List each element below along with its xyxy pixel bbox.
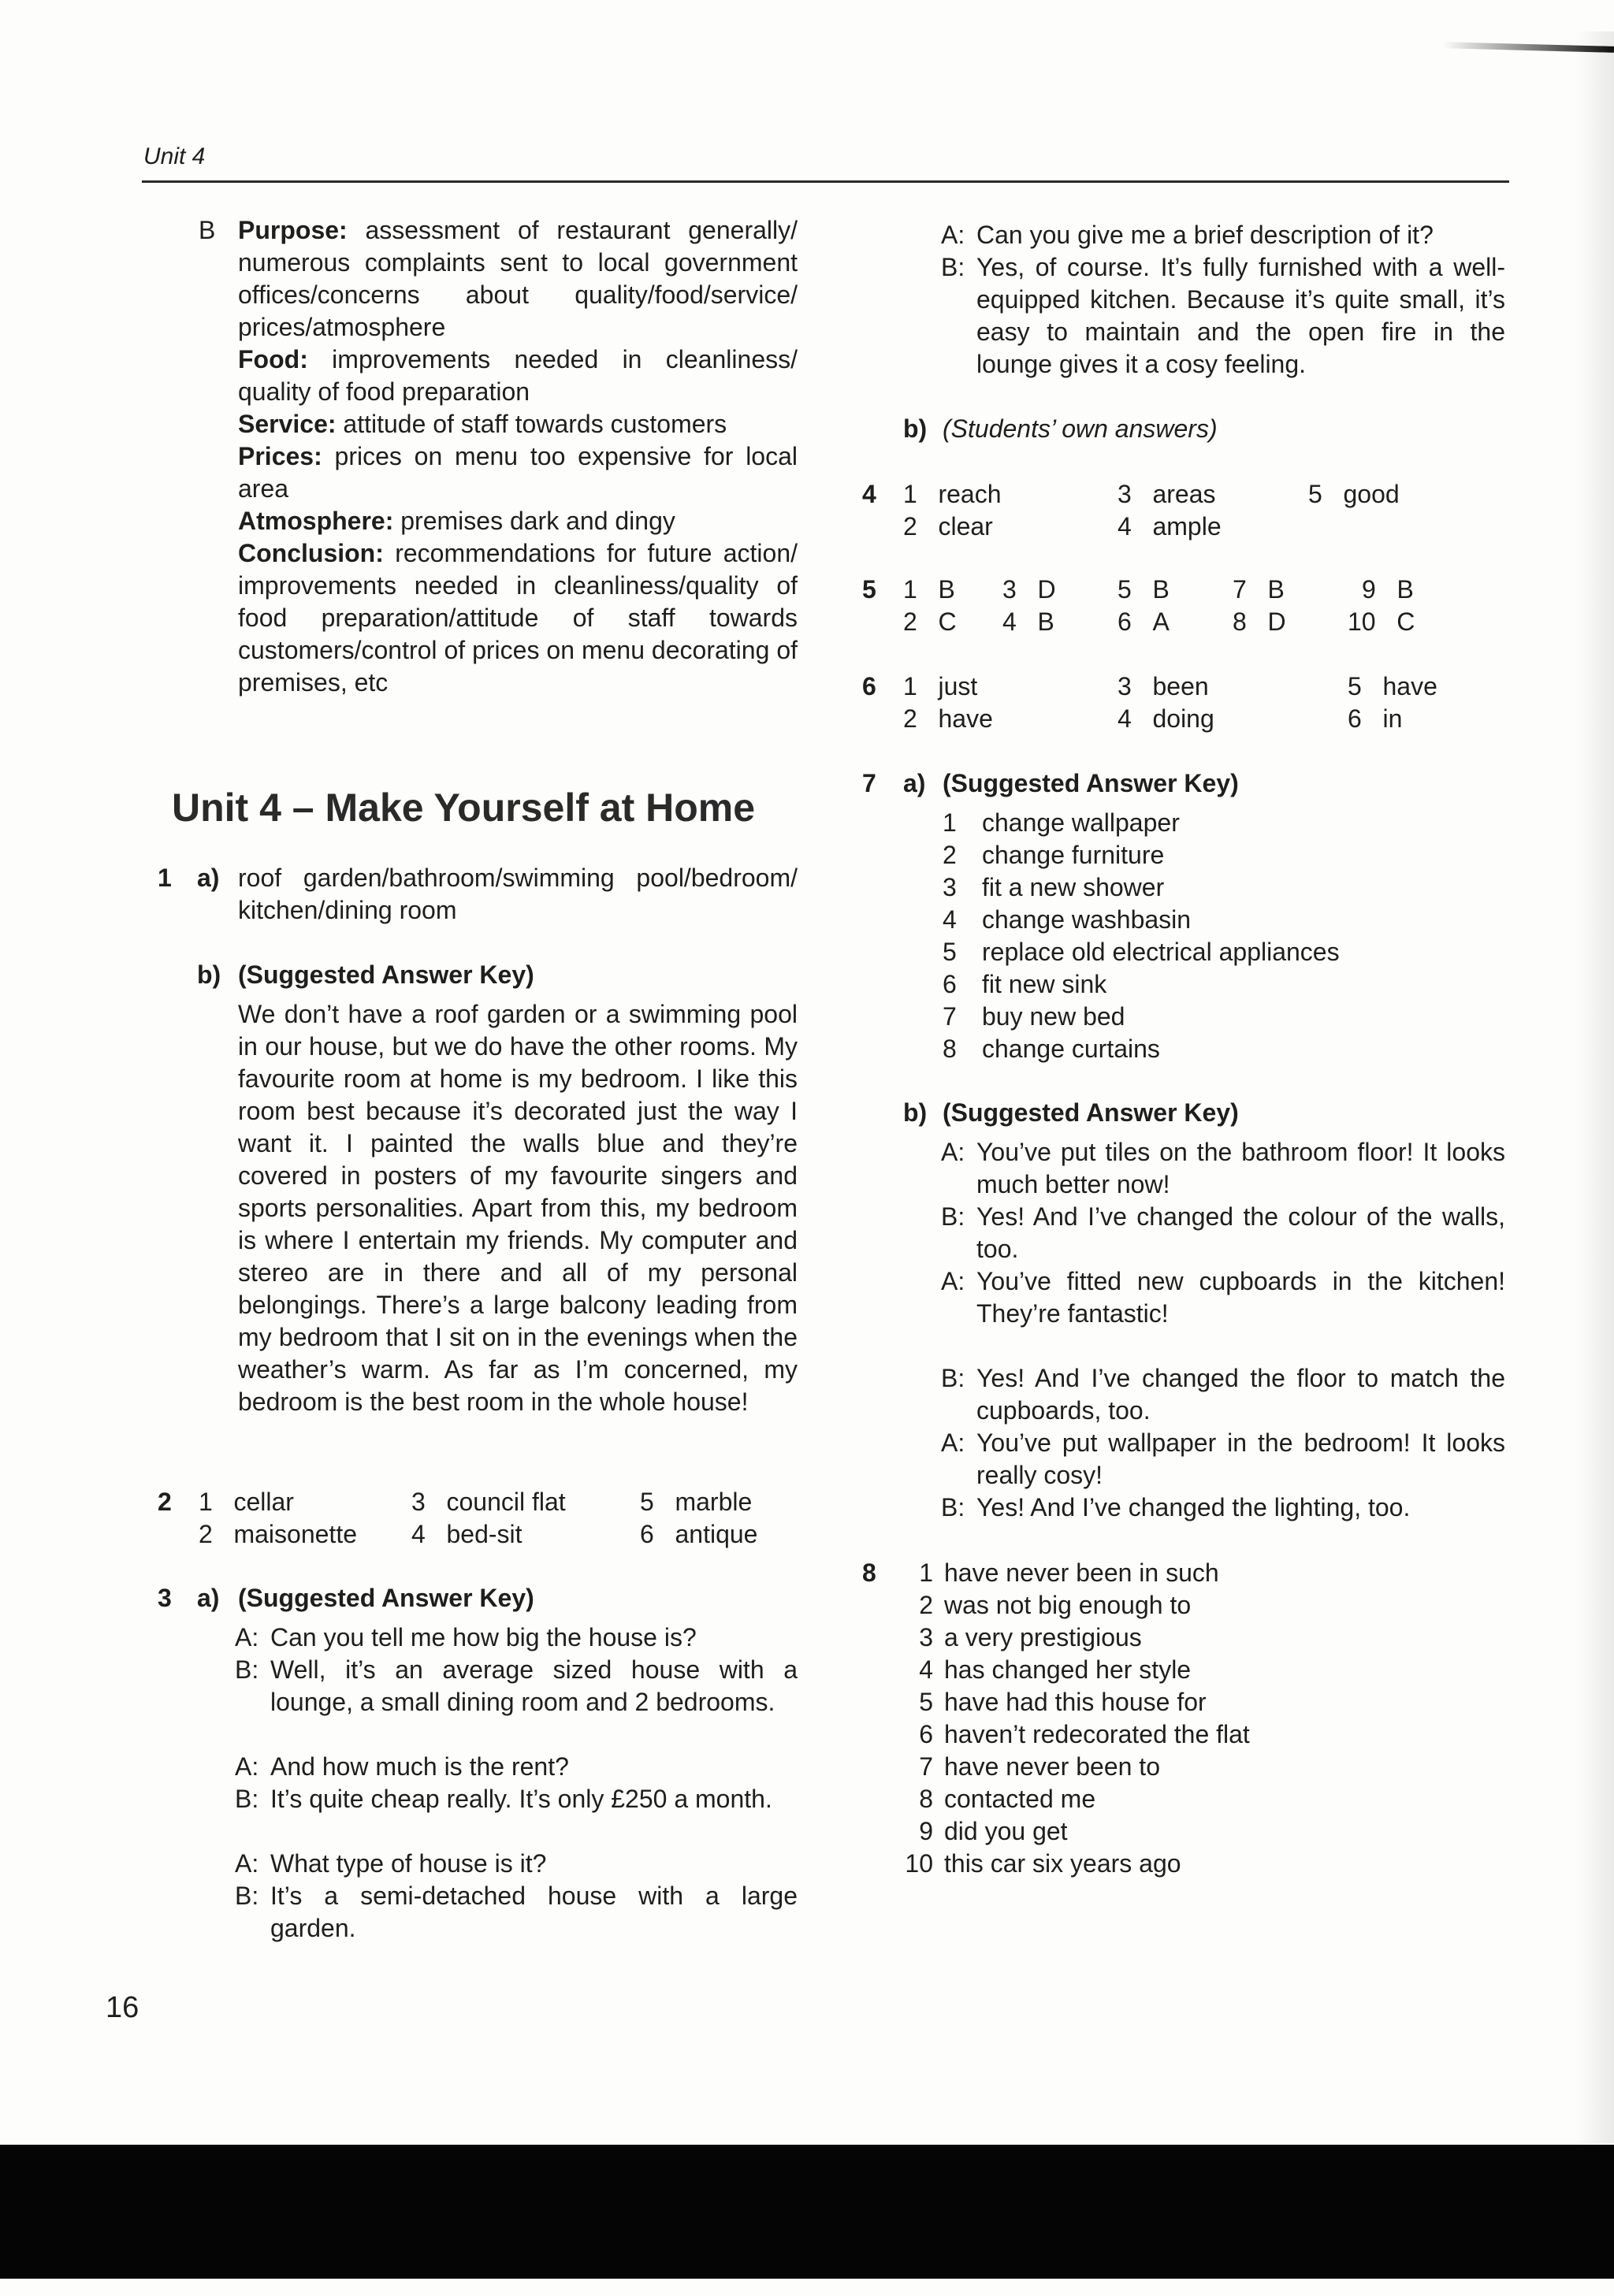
exercise-1b-heading: (Suggested Answer Key) [238, 960, 534, 989]
unit-title: Unit 4 – Make Yourself at Home [172, 786, 756, 830]
summary-atmosphere: Atmosphere: premises dark and dingy [238, 507, 675, 535]
exercise-1b-paragraph: We don’t have a roof garden or a swimming pool in our house, but we do have the other rooms. My favourite room at home is my bedroom. I like this room best because it’s decorated just the way I want it. I painted the walls blue and they’re covered in posters of my favourite singers and sports personalities. Apart from this, my bedroom is where I entertain my friends. My computer and stereo are in there and all of my personal belongings. There’s a large balcony leading from my bedroom that I sit on in the evenings when the weather’s warm. As far as I’m concerned, my bedroom is the best room in the whole house! [238, 1000, 798, 1416]
list-item: 6 fit new sink [943, 970, 1107, 998]
answer-item: 3 areas [1118, 480, 1216, 508]
summary-service: Service: attitude of staff towards customers [238, 410, 727, 438]
dialogue-line: A: What type of house is it? [235, 1849, 547, 1878]
answer-item: 3 council flat [411, 1488, 566, 1516]
answer-item: 5 B [1118, 575, 1170, 604]
list-item: 3 fit a new shower [943, 873, 1165, 901]
list-item: 5 replace old electrical appliances [943, 938, 1340, 966]
list-item: 9 did you get [919, 1817, 1068, 1845]
exercise-3b-label: b) [903, 414, 928, 443]
exercise-1a-text: roof garden/bathroom/swimming pool/bedroom/ kitchen/dining room [238, 864, 798, 924]
scan-edge-shadow [1576, 32, 1614, 2143]
summary-conclusion: Conclusion: recommendations for future action/ improvements needed in cleanliness/quality of food preparation/attitude of staff towards customers/control of prices on menu decorating of premises, etc [238, 539, 798, 697]
exercise-7b-heading: (Suggested Answer Key) [943, 1098, 1239, 1127]
answer-item: 6 in [1348, 704, 1403, 733]
answer-item: 4 ample [1118, 512, 1222, 541]
list-item: 2 change furniture [943, 841, 1165, 869]
dialogue-line: B: Yes, of course. It’s fully furnished with a well-equipped kitchen. Because it’s quite small, it’s easy to maintain and the open fire in the lounge gives it a cosy feeling. [941, 253, 1505, 378]
exercise-7a-list [943, 807, 1507, 1065]
answer-item: 1 B [903, 575, 955, 604]
dialogue-line: B: Yes! And I’ve changed the floor to match the cupboards, too. [941, 1364, 1505, 1425]
list-item: 5 have had this house for [919, 1688, 1207, 1716]
answer-item: 1 just [903, 672, 978, 700]
dialogue-line: A: You’ve fitted new cupboards in the kitchen! They’re fantastic! [941, 1267, 1505, 1328]
exercise-6-number: 6 [862, 672, 876, 700]
list-item: 4 has changed her style [919, 1655, 1192, 1684]
exercise-7b-dialogue [941, 1136, 1505, 1524]
exercise-3b-text: (Students’ own answers) [943, 414, 1218, 443]
answer-item: 5 marble [640, 1488, 753, 1516]
exercise-3-number: 3 [158, 1584, 172, 1612]
answer-item: 4 bed-sit [411, 1520, 523, 1548]
list-item: 8 contacted me [919, 1785, 1096, 1813]
list-item: 7 have never been to [919, 1752, 1160, 1781]
list-item: 4 change washbasin [943, 905, 1192, 934]
exercise-8-number: 8 [862, 1559, 876, 1587]
list-item: 3 a very prestigious [919, 1623, 1142, 1651]
answer-item: 4 doing [1118, 704, 1214, 733]
dialogue-line: B: Yes! And I’ve changed the colour of the walls, too. [941, 1202, 1505, 1263]
part-b-letter: B [199, 216, 216, 244]
answer-item: 5 good [1308, 480, 1400, 508]
dialogue-line: A: And how much is the rent? [235, 1752, 569, 1781]
exercise-3a-label: a) [197, 1584, 220, 1612]
exercise-7b-label: b) [903, 1098, 928, 1127]
summary-purpose: Purpose: assessment of restaurant generally/ numerous complaints sent to local government offices/concerns about quality/food/service/ prices/atmosphere [238, 216, 798, 341]
answer-item: 3 D [1002, 575, 1056, 604]
answer-item: 1 reach [903, 480, 1002, 508]
list-item: 1 have never been in such [919, 1559, 1219, 1587]
dialogue-line: B: Well, it’s an average sized house with a lounge, a small dining room and 2 bedrooms. [235, 1655, 798, 1716]
answer-item: 6 antique [640, 1520, 758, 1548]
summary-prices: Prices: prices on menu too expensive for local area [238, 442, 798, 503]
exercise-1b-label: b) [197, 960, 221, 989]
answer-item: 7 B [1233, 575, 1285, 604]
dialogue-line: A: You’ve put tiles on the bathroom floor! It looks much better now! [941, 1138, 1505, 1198]
exercise-7-number: 7 [862, 769, 876, 797]
answer-item: 2 C [903, 607, 957, 636]
answer-item: 9 B [1362, 575, 1414, 604]
dialogue-line: A: Can you tell me how big the house is? [235, 1623, 697, 1651]
list-item: 2 was not big enough to [919, 1591, 1192, 1619]
scan-bottom-bar [0, 2145, 1614, 2279]
answer-item: 8 D [1233, 607, 1286, 636]
list-item: 6 haven’t redecorated the flat [919, 1720, 1250, 1748]
dialogue-line: B: It’s a semi-detached house with a large garden. [235, 1882, 798, 1942]
list-item: 10 this car six years ago [905, 1849, 1181, 1878]
exercise-4-number: 4 [862, 480, 876, 508]
list-item: 7 buy new bed [943, 1002, 1125, 1031]
answer-item: 2 clear [903, 512, 993, 541]
running-header: Unit 4 [143, 143, 206, 169]
dialogue-line: A: Can you give me a brief description of it? [941, 221, 1434, 249]
answer-item: 3 been [1118, 672, 1209, 700]
exercise-2-number: 2 [158, 1488, 172, 1516]
dialogue-line: B: Yes! And I’ve changed the lighting, too. [941, 1493, 1411, 1521]
answer-item: 1 cellar [199, 1488, 294, 1516]
exercise-3a-heading: (Suggested Answer Key) [238, 1584, 534, 1612]
exercise-8-list [895, 1557, 1507, 1880]
answer-item: 5 have [1348, 672, 1437, 700]
answer-item: 6 A [1118, 607, 1170, 636]
list-item: 8 change curtains [943, 1035, 1160, 1063]
dialogue-line: A: You’ve put wallpaper in the bedroom! It looks really cosy! [941, 1428, 1505, 1489]
exercise-1a-label: a) [197, 864, 220, 892]
answer-item: 4 B [1002, 607, 1054, 636]
header-rule [142, 180, 1509, 183]
exercise-7a-heading: (Suggested Answer Key) [943, 769, 1239, 797]
summary-food: Food: improvements needed in cleanliness/ quality of food preparation [238, 345, 798, 406]
answer-item: 2 have [903, 704, 993, 733]
exercise-5-number: 5 [862, 575, 876, 604]
exercise-3a-dialogue [235, 1622, 798, 1945]
page-number: 16 [106, 1991, 139, 2024]
answer-item: 10 C [1348, 607, 1415, 636]
list-item: 1 change wallpaper [943, 808, 1180, 837]
exercise-1-number: 1 [158, 864, 172, 892]
exercise-7a-label: a) [903, 769, 926, 797]
dialogue-line: B: It’s quite cheap really. It’s only £250 a month. [235, 1785, 772, 1813]
report-summary [238, 214, 798, 699]
answer-item: 2 maisonette [199, 1520, 357, 1548]
exercise-3a-dialogue-continued [941, 219, 1505, 381]
